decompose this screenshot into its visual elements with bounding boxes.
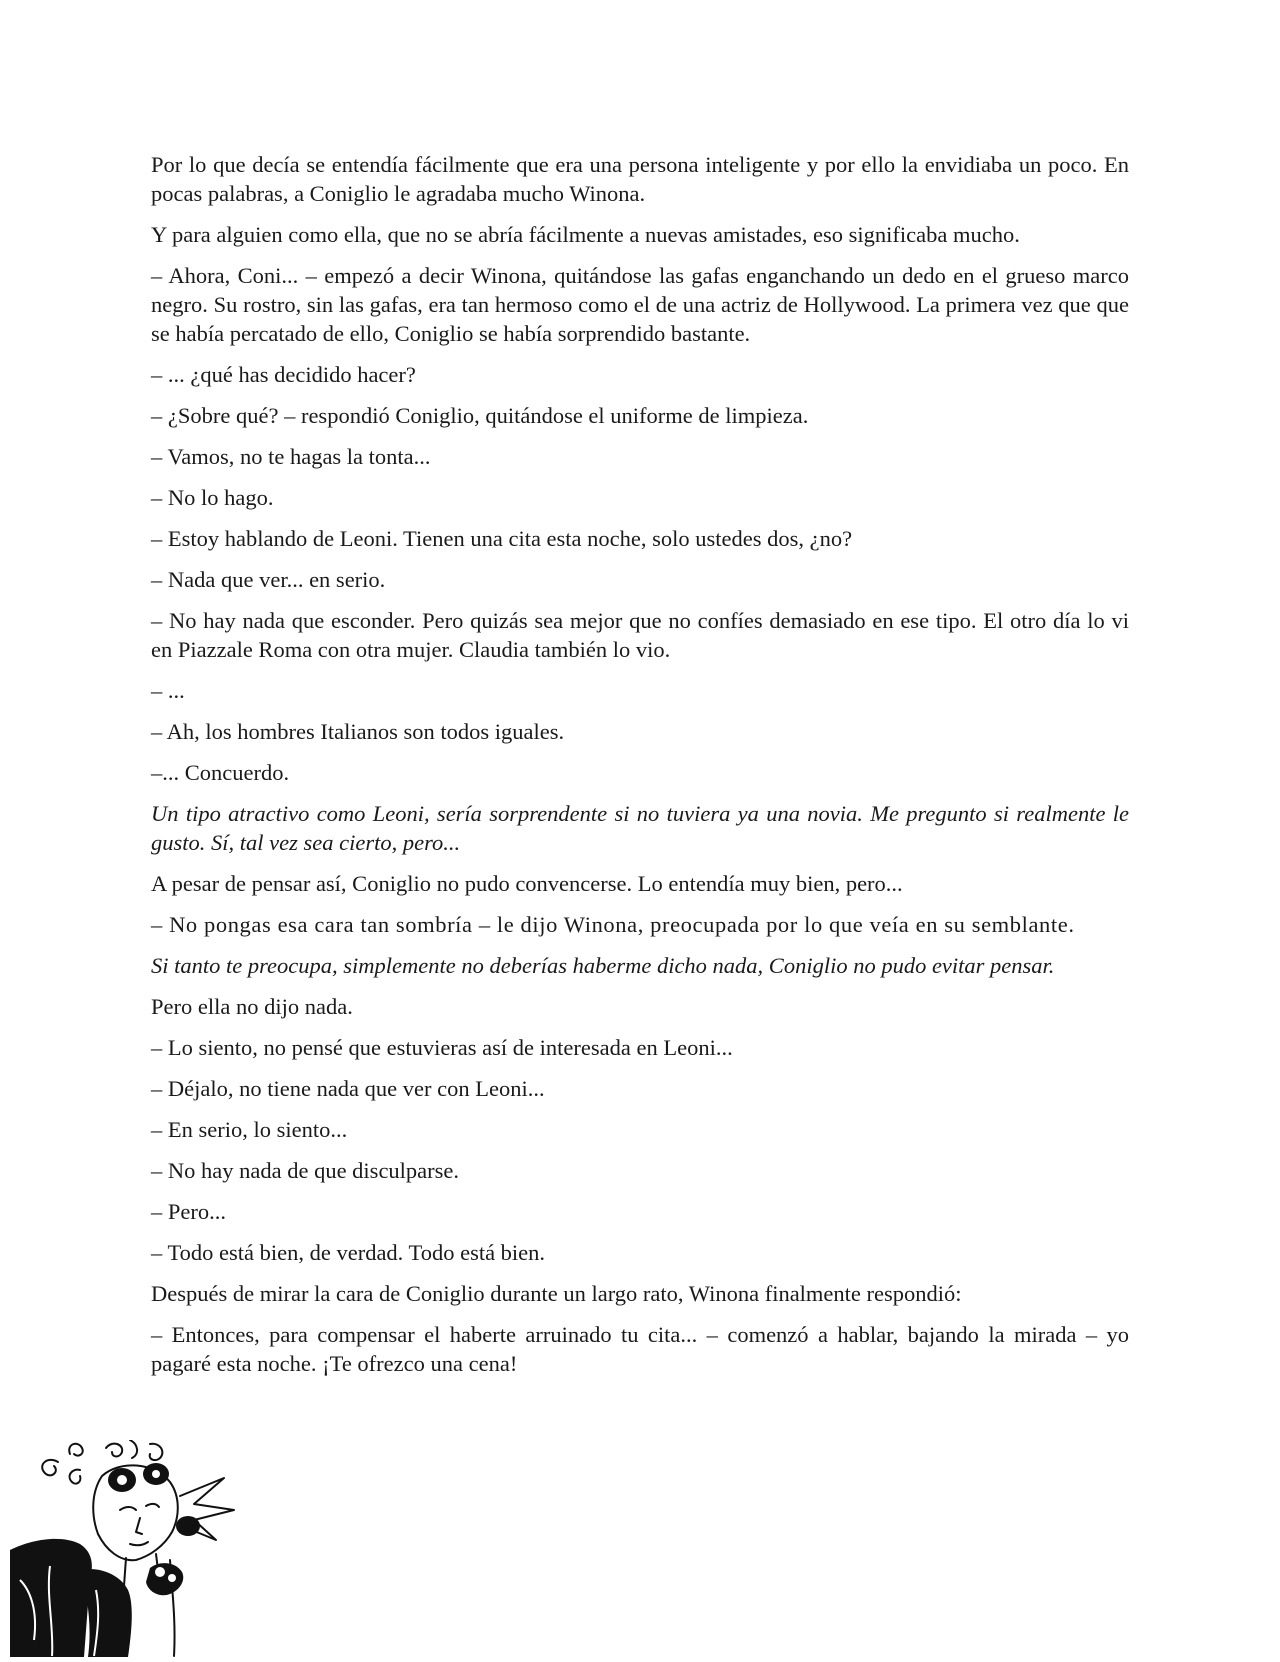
page-body-text [151,150,1129,1390]
dialogue-line: – Lo siento, no pensé que estuvieras así de interesada en Leoni... [151,1035,733,1060]
dialogue-line: – ... [151,678,185,703]
dialogue-line: – Todo está bien, de verdad. Todo está bien. [151,1240,546,1265]
dialogue-line: – No hay nada de que disculparse. [151,1158,460,1183]
dialogue-line: – ¿Sobre qué? – respondió Coniglio, quitándose el uniforme de limpieza. [151,403,809,428]
inner-thought: Un tipo atractivo como Leoni, sería sorprendente si no tuviera ya una novia. Me pregunto si realmente le gusto. Sí, tal vez sea cierto, pero... [151,801,1129,855]
dialogue-line: – No hay nada que esconder. Pero quizás sea mejor que no confíes demasiado en ese tipo. El otro día lo vi en Piazzale Roma con otra mujer. Claudia también lo vio. [151,608,1129,662]
paragraph: Pero ella no dijo nada. [151,994,353,1019]
character-sketch-illustration-icon [10,1440,250,1657]
dialogue-line: – Ah, los hombres Italianos son todos iguales. [151,719,565,744]
dialogue-line: – ... ¿qué has decidido hacer? [151,362,416,387]
dialogue-line: – Entonces, para compensar el haberte arruinado tu cita... – comenzó a hablar, bajando la mirada – yo pagaré esta noche. ¡Te ofrezco una cena! [151,1322,1129,1376]
dialogue-line: – No pongas esa cara tan sombría – le dijo Winona, preocupada por lo que veía en su semblante. [151,912,1075,937]
dialogue-line: – Pero... [151,1199,226,1224]
dialogue-line: – Déjalo, no tiene nada que ver con Leoni... [151,1076,545,1101]
paragraph: – Ahora, Coni... – empezó a decir Winona, quitándose las gafas enganchando un dedo en el grueso marco negro. Su rostro, sin las gafas, era tan hermoso como el de una actriz de Hollywood. La primera vez que que se había percatado de ello, Coniglio se había sorprendido bastante. [151,263,1129,346]
dialogue-line: – Nada que ver... en serio. [151,567,386,592]
dialogue-line: – En serio, lo siento... [151,1117,348,1142]
dialogue-line: – No lo hago. [151,485,274,510]
paragraph: A pesar de pensar así, Coniglio no pudo convencerse. Lo entendía muy bien, pero... [151,871,903,896]
dialogue-line: – Vamos, no te hagas la tonta... [151,444,431,469]
paragraph: Después de mirar la cara de Coniglio durante un largo rato, Winona finalmente respondió: [151,1281,962,1306]
inner-thought: Si tanto te preocupa, simplemente no deberías haberme dicho nada, Coniglio no pudo evitar pensar. [151,953,1055,978]
dialogue-line: –... Concuerdo. [151,760,290,785]
paragraph: Por lo que decía se entendía fácilmente que era una persona inteligente y por ello la envidiaba un poco. En pocas palabras, a Coniglio le agradaba mucho Winona. [151,152,1129,206]
dialogue-line: – Estoy hablando de Leoni. Tienen una cita esta noche, solo ustedes dos, ¿no? [151,526,853,551]
paragraph: Y para alguien como ella, que no se abría fácilmente a nuevas amistades, eso significaba mucho. [151,222,1020,247]
